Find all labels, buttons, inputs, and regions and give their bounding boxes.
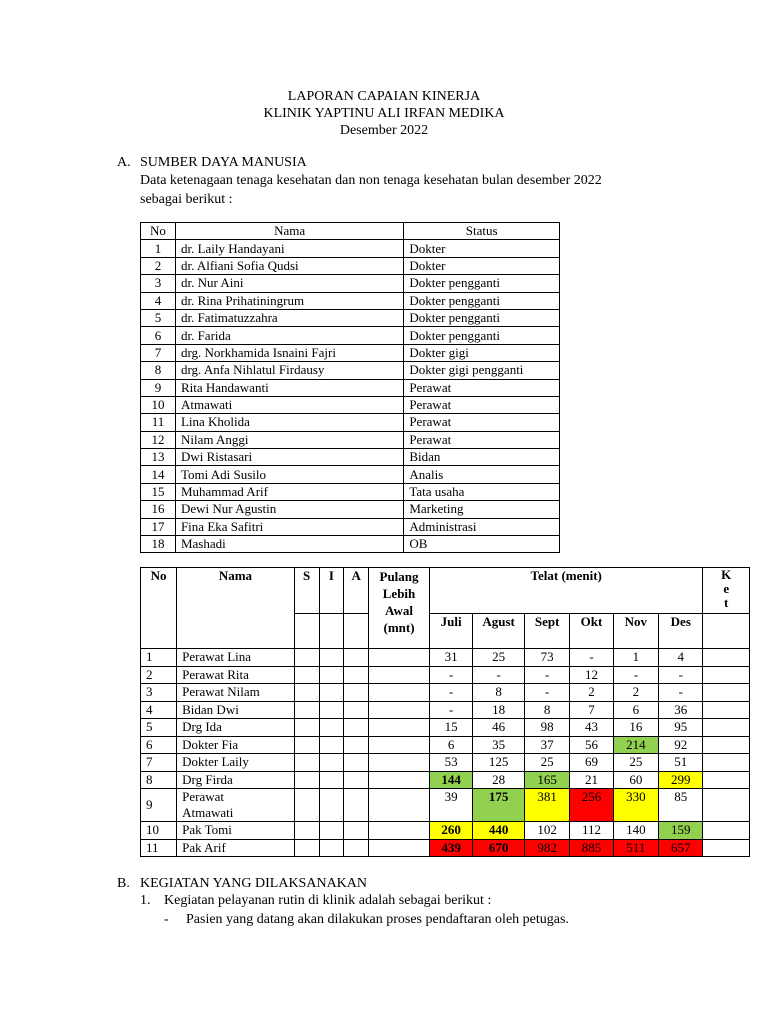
staff-no: 10 <box>141 396 176 413</box>
bullet1-text: Pasien yang datang akan dilakukan proses pendaftaran oleh petugas. <box>186 912 569 927</box>
table-row <box>141 240 560 257</box>
att-no: 1 <box>141 649 177 667</box>
table-row <box>141 292 560 309</box>
att-no: 4 <box>141 701 177 719</box>
att-s <box>294 839 319 857</box>
att-juli: 6 <box>429 736 472 754</box>
staff-no: 4 <box>141 292 176 309</box>
att-col-telat: Telat (menit) <box>429 568 702 614</box>
table-row <box>141 649 750 667</box>
staff-nama: Dewi Nur Agustin <box>175 501 403 518</box>
att-nov: 1 <box>613 649 658 667</box>
att-nov: - <box>613 666 658 684</box>
table-row <box>141 431 560 448</box>
att-juli: - <box>429 701 472 719</box>
att-sept: - <box>524 684 569 702</box>
staff-nama: dr. Farida <box>175 327 403 344</box>
staff-status: Bidan <box>404 449 560 466</box>
att-sept: 381 <box>524 789 569 822</box>
att-juli: 439 <box>429 839 472 857</box>
table-row <box>141 518 560 535</box>
att-s <box>294 719 319 737</box>
staff-nama: Tomi Adi Susilo <box>175 466 403 483</box>
table-row <box>141 414 560 431</box>
staff-col-nama: Nama <box>175 223 403 240</box>
staff-no: 13 <box>141 449 176 466</box>
att-ket <box>703 649 750 667</box>
att-col-pulang-l2: Lebih <box>382 586 416 601</box>
bullet1-marker: - <box>164 912 169 927</box>
att-nama: Perawat Nilam <box>177 684 295 702</box>
att-i <box>319 719 344 737</box>
att-col-ket-e: e <box>723 581 730 596</box>
att-no: 7 <box>141 754 177 772</box>
att-i <box>319 666 344 684</box>
att-no: 5 <box>141 719 177 737</box>
att-ket <box>703 736 750 754</box>
table-row <box>141 719 750 737</box>
att-pulang <box>369 839 430 857</box>
table-row <box>141 362 560 379</box>
staff-status: Perawat <box>404 379 560 396</box>
att-month-nov: Nov <box>613 613 658 648</box>
att-no: 9 <box>141 789 177 822</box>
att-col-ket-k: K <box>721 567 732 582</box>
att-nama <box>177 789 295 822</box>
staff-status: Dokter gigi <box>404 344 560 361</box>
staff-no: 6 <box>141 327 176 344</box>
staff-no: 14 <box>141 466 176 483</box>
att-okt: 12 <box>570 666 613 684</box>
table-row <box>141 275 560 292</box>
att-agust: 18 <box>473 701 525 719</box>
table-row <box>141 449 560 466</box>
att-pulang <box>369 754 430 772</box>
section-a-heading: SUMBER DAYA MANUSIA <box>140 155 307 170</box>
staff-col-no: No <box>141 223 176 240</box>
section-b-marker: B. <box>117 876 130 891</box>
att-month-agust: Agust <box>473 613 525 648</box>
att-s <box>294 666 319 684</box>
att-des: 299 <box>659 771 703 789</box>
att-nama: Perawat Rita <box>177 666 295 684</box>
att-agust: 35 <box>473 736 525 754</box>
staff-status: Dokter <box>404 257 560 274</box>
att-a <box>344 736 369 754</box>
att-des: 92 <box>659 736 703 754</box>
att-col-pulang <box>369 568 430 649</box>
att-nama: Bidan Dwi <box>177 701 295 719</box>
att-a <box>344 719 369 737</box>
staff-status: OB <box>404 536 560 553</box>
att-des: 85 <box>659 789 703 822</box>
att-a <box>344 684 369 702</box>
staff-no: 8 <box>141 362 176 379</box>
table-row <box>141 379 560 396</box>
staff-nama: drg. Anfa Nihlatul Firdausy <box>175 362 403 379</box>
table-row <box>141 466 560 483</box>
att-pulang <box>369 789 430 822</box>
att-month-des: Des <box>659 613 703 648</box>
att-ket <box>703 666 750 684</box>
att-sept: 73 <box>524 649 569 667</box>
att-month-okt: Okt <box>570 613 613 648</box>
table-row <box>141 684 750 702</box>
att-okt: 69 <box>570 754 613 772</box>
att-i-blank <box>319 613 344 648</box>
staff-status: Dokter gigi pengganti <box>404 362 560 379</box>
table-row <box>141 839 750 857</box>
section-a-intro-line2: sebagai berikut : <box>140 192 233 207</box>
staff-no: 15 <box>141 483 176 500</box>
att-i <box>319 771 344 789</box>
att-okt: 43 <box>570 719 613 737</box>
item1-marker: 1. <box>140 893 151 908</box>
staff-no: 7 <box>141 344 176 361</box>
att-sept: 37 <box>524 736 569 754</box>
att-pulang <box>369 701 430 719</box>
att-nama: Perawat Lina <box>177 649 295 667</box>
att-agust: 46 <box>473 719 525 737</box>
staff-status: Dokter pengganti <box>404 309 560 326</box>
att-a <box>344 789 369 822</box>
att-agust: 440 <box>473 822 525 840</box>
att-agust: - <box>473 666 525 684</box>
table-row <box>141 501 560 518</box>
att-col-ket-t: t <box>724 595 729 610</box>
staff-col-status: Status <box>404 223 560 240</box>
att-col-pulang-l1: Pulang <box>379 569 419 584</box>
table-row <box>141 396 560 413</box>
att-no: 6 <box>141 736 177 754</box>
att-des: 36 <box>659 701 703 719</box>
att-month-juli: Juli <box>429 613 472 648</box>
staff-nama: Dwi Ristasari <box>175 449 403 466</box>
att-col-s: S <box>294 568 319 614</box>
att-a <box>344 822 369 840</box>
staff-status: Perawat <box>404 396 560 413</box>
att-juli: 31 <box>429 649 472 667</box>
att-no: 2 <box>141 666 177 684</box>
att-okt: - <box>570 649 613 667</box>
table-row <box>141 327 560 344</box>
staff-nama: Atmawati <box>175 396 403 413</box>
att-s-blank <box>294 613 319 648</box>
table-row <box>141 736 750 754</box>
att-juli: 15 <box>429 719 472 737</box>
staff-no: 3 <box>141 275 176 292</box>
att-col-a: A <box>344 568 369 614</box>
att-nov: 511 <box>613 839 658 857</box>
item1-text: Kegiatan pelayanan rutin di klinik adalah sebagai berikut : <box>164 893 492 908</box>
staff-nama: Muhammad Arif <box>175 483 403 500</box>
att-no: 3 <box>141 684 177 702</box>
att-i <box>319 684 344 702</box>
staff-no: 17 <box>141 518 176 535</box>
staff-table-header <box>141 223 560 240</box>
att-des: 4 <box>659 649 703 667</box>
att-des: - <box>659 684 703 702</box>
att-sept: - <box>524 666 569 684</box>
staff-status: Administrasi <box>404 518 560 535</box>
table-row <box>141 536 560 553</box>
staff-no: 9 <box>141 379 176 396</box>
att-juli: 260 <box>429 822 472 840</box>
att-month-sept: Sept <box>524 613 569 648</box>
att-agust: 175 <box>473 789 525 822</box>
att-okt: 2 <box>570 684 613 702</box>
att-col-i: I <box>319 568 344 614</box>
att-a <box>344 666 369 684</box>
att-pulang <box>369 736 430 754</box>
att-ket <box>703 754 750 772</box>
staff-table-body <box>141 240 560 553</box>
table-row <box>141 309 560 326</box>
table-row <box>141 257 560 274</box>
table-row <box>141 822 750 840</box>
att-col-pulang-l4: (mnt) <box>383 620 415 635</box>
att-no: 11 <box>141 839 177 857</box>
staff-status: Analis <box>404 466 560 483</box>
staff-no: 18 <box>141 536 176 553</box>
attendance-table-body <box>141 649 750 857</box>
att-nov: 16 <box>613 719 658 737</box>
att-col-pulang-l3: Awal <box>385 603 413 618</box>
staff-nama: dr. Rina Prihatiningrum <box>175 292 403 309</box>
att-pulang <box>369 649 430 667</box>
staff-nama: Nilam Anggi <box>175 431 403 448</box>
att-nov: 330 <box>613 789 658 822</box>
staff-status: Marketing <box>404 501 560 518</box>
att-i <box>319 754 344 772</box>
att-nov: 6 <box>613 701 658 719</box>
att-des: 95 <box>659 719 703 737</box>
att-pulang <box>369 719 430 737</box>
att-ket-blank <box>703 613 750 648</box>
att-col-ket <box>703 568 750 614</box>
staff-nama: Mashadi <box>175 536 403 553</box>
att-agust: 125 <box>473 754 525 772</box>
att-juli: - <box>429 666 472 684</box>
att-des: - <box>659 666 703 684</box>
staff-nama: Lina Kholida <box>175 414 403 431</box>
clinic-name: KLINIK YAPTINU ALI IRFAN MEDIKA <box>263 106 505 121</box>
staff-no: 2 <box>141 257 176 274</box>
att-sept: 8 <box>524 701 569 719</box>
att-ket <box>703 719 750 737</box>
section-a-intro-line1: Data ketenagaan tenaga kesehatan dan non tenaga kesehatan bulan desember 2022 <box>140 173 602 188</box>
att-agust: 25 <box>473 649 525 667</box>
staff-nama: drg. Norkhamida Isnaini Fajri <box>175 344 403 361</box>
att-pulang <box>369 822 430 840</box>
att-a-blank <box>344 613 369 648</box>
att-nama: Drg Firda <box>177 771 295 789</box>
att-agust: 28 <box>473 771 525 789</box>
staff-status: Dokter pengganti <box>404 327 560 344</box>
att-s <box>294 822 319 840</box>
att-s <box>294 649 319 667</box>
staff-nama: Rita Handawanti <box>175 379 403 396</box>
staff-no: 12 <box>141 431 176 448</box>
att-okt: 7 <box>570 701 613 719</box>
att-i <box>319 789 344 822</box>
att-nov: 60 <box>613 771 658 789</box>
attendance-table <box>140 567 750 857</box>
att-i <box>319 839 344 857</box>
att-nov: 25 <box>613 754 658 772</box>
att-i <box>319 736 344 754</box>
staff-status: Perawat <box>404 431 560 448</box>
att-nama-line1: Perawat <box>182 789 224 804</box>
att-s <box>294 754 319 772</box>
table-row <box>141 771 750 789</box>
att-sept: 982 <box>524 839 569 857</box>
att-ket <box>703 839 750 857</box>
att-sept: 165 <box>524 771 569 789</box>
att-col-no: No <box>141 568 177 649</box>
section-a-marker: A. <box>117 155 131 170</box>
att-okt: 112 <box>570 822 613 840</box>
att-pulang <box>369 771 430 789</box>
staff-nama: dr. Alfiani Sofia Qudsi <box>175 257 403 274</box>
att-nov: 140 <box>613 822 658 840</box>
att-a <box>344 839 369 857</box>
att-s <box>294 701 319 719</box>
att-juli: - <box>429 684 472 702</box>
att-i <box>319 649 344 667</box>
att-okt: 21 <box>570 771 613 789</box>
att-ket <box>703 684 750 702</box>
staff-table <box>140 222 560 553</box>
att-okt: 256 <box>570 789 613 822</box>
staff-status: Dokter pengganti <box>404 275 560 292</box>
att-ket <box>703 771 750 789</box>
att-des: 159 <box>659 822 703 840</box>
att-juli: 144 <box>429 771 472 789</box>
att-agust: 8 <box>473 684 525 702</box>
att-sept: 102 <box>524 822 569 840</box>
staff-nama: Fina Eka Safitri <box>175 518 403 535</box>
att-des: 657 <box>659 839 703 857</box>
att-s <box>294 771 319 789</box>
att-s <box>294 736 319 754</box>
att-no: 8 <box>141 771 177 789</box>
att-nama: Pak Arif <box>177 839 295 857</box>
att-col-nama: Nama <box>177 568 295 649</box>
table-row <box>141 754 750 772</box>
att-s <box>294 789 319 822</box>
staff-status: Dokter <box>404 240 560 257</box>
staff-nama: dr. Nur Aini <box>175 275 403 292</box>
att-a <box>344 754 369 772</box>
att-ket <box>703 701 750 719</box>
staff-status: Tata usaha <box>404 483 560 500</box>
att-ket <box>703 822 750 840</box>
att-a <box>344 771 369 789</box>
att-nama: Drg Ida <box>177 719 295 737</box>
att-juli: 39 <box>429 789 472 822</box>
att-nama-line2: Atmawati <box>182 805 234 820</box>
att-nama: Dokter Fia <box>177 736 295 754</box>
staff-no: 1 <box>141 240 176 257</box>
att-ket <box>703 789 750 822</box>
att-nov: 214 <box>613 736 658 754</box>
att-s <box>294 684 319 702</box>
staff-status: Dokter pengganti <box>404 292 560 309</box>
att-i <box>319 701 344 719</box>
report-title: LAPORAN CAPAIAN KINERJA <box>287 89 481 104</box>
table-row <box>141 789 750 822</box>
staff-no: 5 <box>141 309 176 326</box>
att-a <box>344 649 369 667</box>
att-juli: 53 <box>429 754 472 772</box>
table-row <box>141 344 560 361</box>
staff-nama: dr. Laily Handayani <box>175 240 403 257</box>
att-a <box>344 701 369 719</box>
att-okt: 885 <box>570 839 613 857</box>
staff-no: 11 <box>141 414 176 431</box>
att-sept: 98 <box>524 719 569 737</box>
staff-nama: dr. Fatimatuzzahra <box>175 309 403 326</box>
section-b-heading: KEGIATAN YANG DILAKSANAKAN <box>140 876 368 891</box>
att-no: 10 <box>141 822 177 840</box>
table-row <box>141 666 750 684</box>
att-des: 51 <box>659 754 703 772</box>
att-i <box>319 822 344 840</box>
att-agust: 670 <box>473 839 525 857</box>
att-nama: Pak Tomi <box>177 822 295 840</box>
att-okt: 56 <box>570 736 613 754</box>
att-nov: 2 <box>613 684 658 702</box>
attendance-header-row1 <box>141 568 750 614</box>
att-nama: Dokter Laily <box>177 754 295 772</box>
report-period: Desember 2022 <box>339 123 429 138</box>
staff-status: Perawat <box>404 414 560 431</box>
table-row <box>141 701 750 719</box>
staff-no: 16 <box>141 501 176 518</box>
att-pulang <box>369 684 430 702</box>
att-pulang <box>369 666 430 684</box>
table-row <box>141 483 560 500</box>
att-sept: 25 <box>524 754 569 772</box>
